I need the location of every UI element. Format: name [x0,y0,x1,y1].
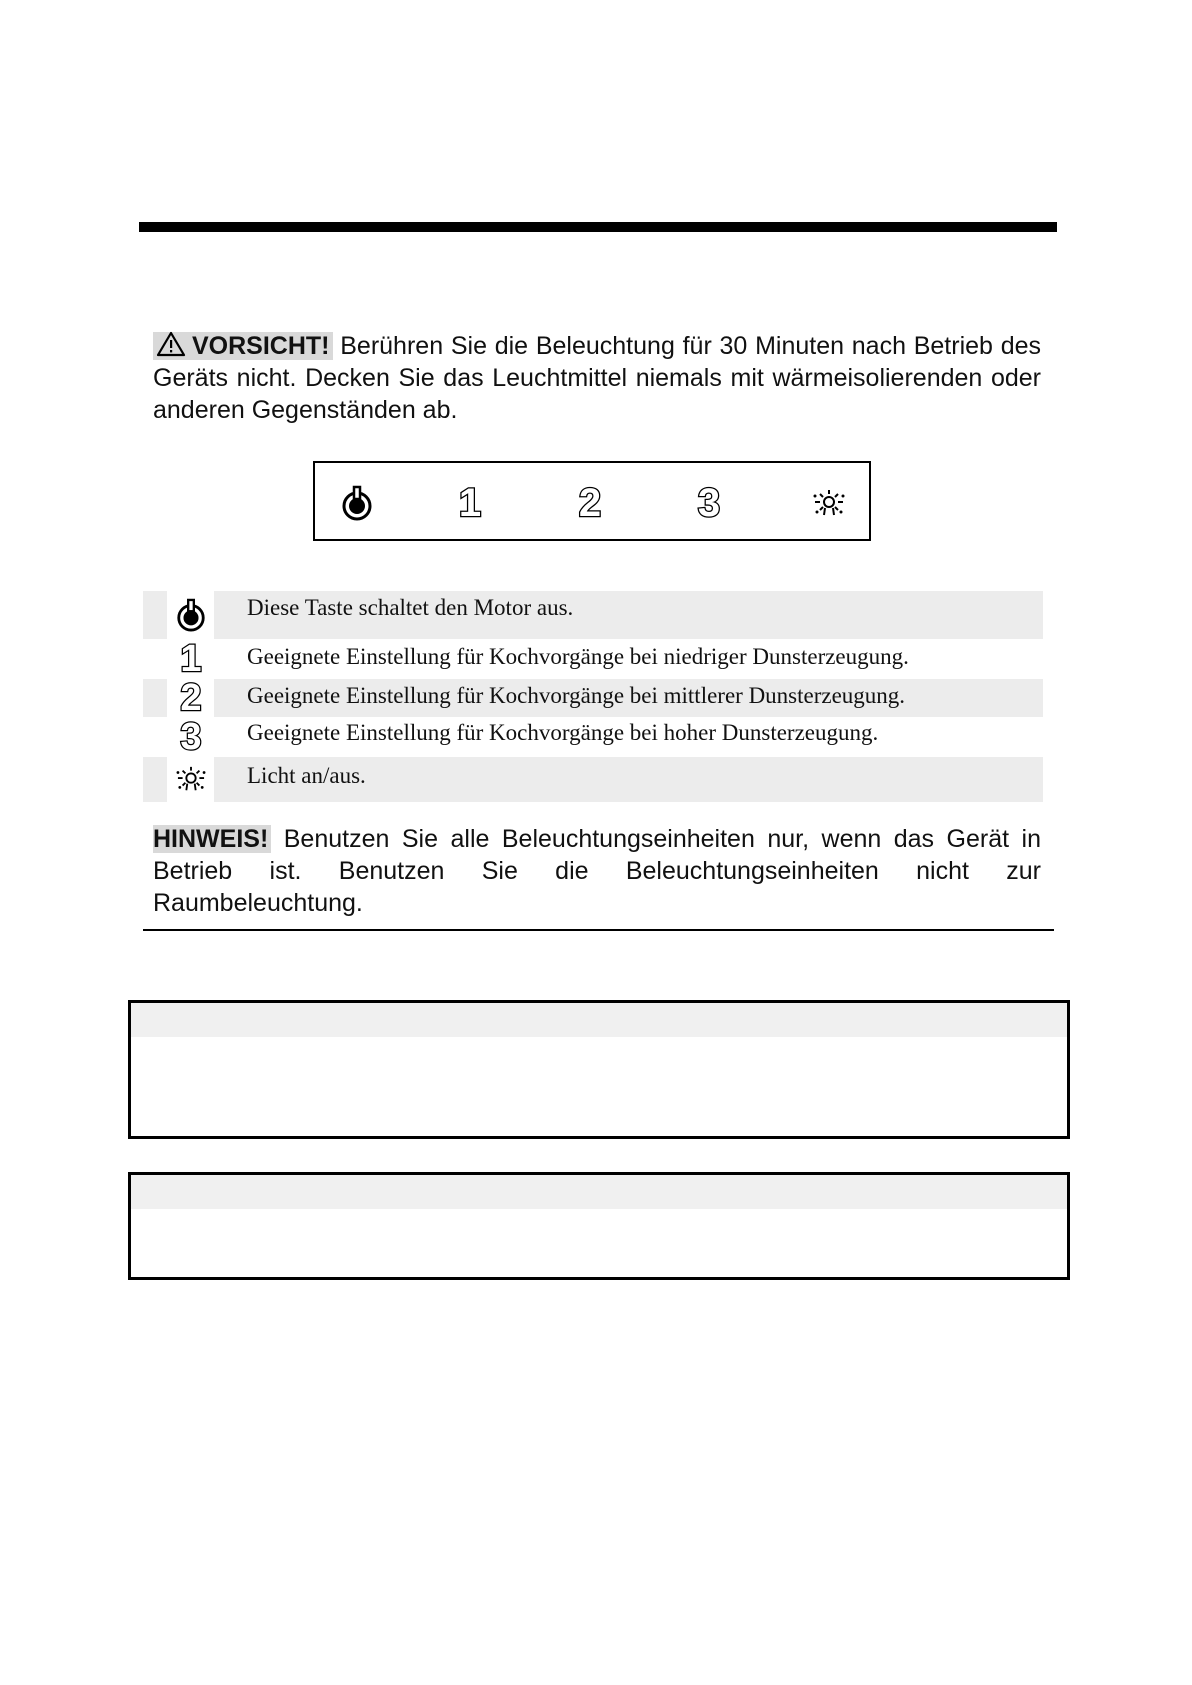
number-2-icon: 2 [180,677,202,719]
legend-text-speed-3: Geeignete Einstellung für Kochvorgänge bei hoher Dunsterzeugung. [247,720,879,745]
note-text: Benutzen Sie alle Beleuchtungseinheiten nur, wenn das Gerät in Betrieb ist. Benutzen Sie die Beleuchtungseinheiten nicht zur Raumbeleuchtung. [153,825,1041,917]
note-label: HINWEIS! [153,825,271,853]
caution-label-highlight [153,332,333,360]
legend-row-speed-1 [143,639,1043,679]
legend-text-power: Diese Taste schaltet den Motor aus. [247,595,574,620]
empty-box-header-band [131,1003,1067,1037]
legend-row-speed-3 [143,717,1043,757]
panel-power-button[interactable] [337,483,377,523]
panel-speed-3-button[interactable] [689,483,729,523]
panel-light-button[interactable] [809,483,849,523]
light-icon [810,488,848,518]
empty-info-box-2 [128,1172,1070,1280]
empty-info-box-1 [128,1000,1070,1139]
power-icon [340,484,374,522]
legend-text-speed-1: Geeignete Einstellung für Kochvorgänge bei niedriger Dunsterzeugung. [247,644,909,669]
power-icon [175,595,207,635]
legend-text-speed-2: Geeignete Einstellung für Kochvorgänge bei mittlerer Dunsterzeugung. [247,683,906,708]
number-1-icon: 1 [180,638,202,680]
legend-row-light [143,757,1043,802]
legend-row-power [143,591,1043,639]
empty-box-header-band [131,1175,1067,1209]
top-rule [139,222,1057,232]
number-1-icon: 1 [458,481,482,525]
legend-text-light: Licht an/aus. [247,763,366,788]
panel-speed-1-button[interactable] [450,483,490,523]
panel-speed-2-button[interactable] [570,483,610,523]
note-paragraph [153,823,1041,919]
note-underline-rule [143,929,1054,931]
control-panel [313,461,871,541]
legend-row-speed-2 [143,679,1043,717]
caution-text: Berühren Sie die Beleuchtung für 30 Minuten nach Betrieb des Geräts nicht. Decken Sie das Leuchtmittel niemals mit wärmeisolierenden oder anderen Gegenständen ab. [153,332,1041,424]
warning-triangle-icon [156,331,186,357]
light-icon [173,765,209,793]
caution-label: VORSICHT! [192,332,330,360]
caution-paragraph [153,330,1041,426]
number-2-icon: 2 [578,481,602,525]
number-3-icon: 3 [180,716,202,758]
number-3-icon: 3 [697,481,721,525]
